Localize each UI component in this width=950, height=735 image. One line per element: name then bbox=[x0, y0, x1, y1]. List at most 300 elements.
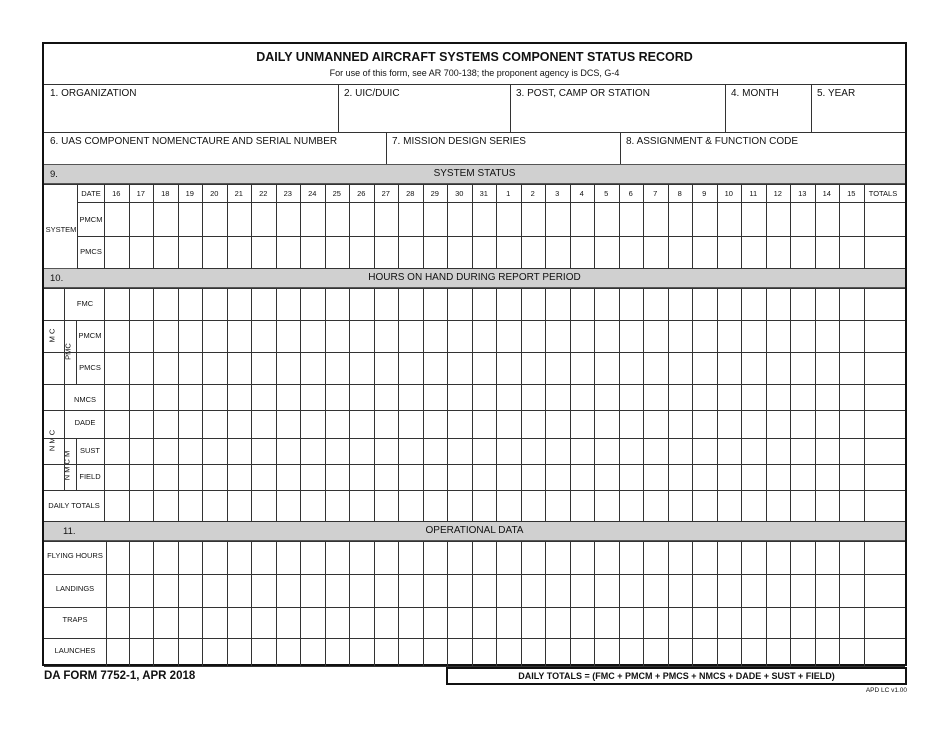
entry-cell[interactable] bbox=[153, 320, 178, 352]
entry-cell[interactable] bbox=[300, 410, 325, 438]
entry-cell[interactable] bbox=[349, 236, 374, 268]
entry-cell[interactable] bbox=[668, 438, 693, 464]
entry-cell[interactable] bbox=[545, 384, 570, 410]
entry-cell[interactable] bbox=[741, 574, 766, 607]
entry-cell[interactable] bbox=[545, 202, 570, 236]
entry-cell[interactable] bbox=[178, 202, 203, 236]
entry-cell[interactable] bbox=[570, 638, 595, 666]
entry-cell[interactable] bbox=[447, 541, 472, 574]
entry-cell[interactable] bbox=[325, 490, 350, 521]
entry-cell[interactable] bbox=[570, 464, 595, 490]
entry-cell[interactable] bbox=[766, 490, 791, 521]
totals-cell[interactable] bbox=[864, 320, 906, 352]
entry-cell[interactable] bbox=[717, 607, 742, 638]
entry-cell[interactable] bbox=[741, 410, 766, 438]
entry-cell[interactable] bbox=[398, 352, 423, 384]
entry-cell[interactable] bbox=[227, 541, 252, 574]
entry-cell[interactable] bbox=[472, 438, 497, 464]
entry-cell[interactable] bbox=[447, 320, 472, 352]
entry-cell[interactable] bbox=[104, 410, 129, 438]
entry-cell[interactable] bbox=[839, 410, 864, 438]
entry-cell[interactable] bbox=[692, 410, 717, 438]
entry-cell[interactable] bbox=[202, 320, 227, 352]
entry-cell[interactable] bbox=[643, 464, 668, 490]
entry-cell[interactable] bbox=[815, 384, 840, 410]
entry-cell[interactable] bbox=[104, 202, 129, 236]
entry-cell[interactable] bbox=[129, 438, 154, 464]
entry-cell[interactable] bbox=[790, 464, 815, 490]
entry-cell[interactable] bbox=[815, 490, 840, 521]
entry-cell[interactable] bbox=[668, 384, 693, 410]
entry-cell[interactable] bbox=[643, 541, 668, 574]
entry-cell[interactable] bbox=[839, 236, 864, 268]
entry-cell[interactable] bbox=[129, 288, 154, 320]
entry-cell[interactable] bbox=[202, 438, 227, 464]
entry-cell[interactable] bbox=[251, 288, 276, 320]
entry-cell[interactable] bbox=[570, 607, 595, 638]
entry-cell[interactable] bbox=[423, 236, 448, 268]
entry-cell[interactable] bbox=[496, 384, 521, 410]
entry-cell[interactable] bbox=[423, 490, 448, 521]
totals-cell[interactable] bbox=[864, 410, 906, 438]
entry-cell[interactable] bbox=[496, 464, 521, 490]
entry-cell[interactable] bbox=[325, 638, 350, 666]
entry-cell[interactable] bbox=[398, 464, 423, 490]
entry-cell[interactable] bbox=[496, 541, 521, 574]
entry-cell[interactable] bbox=[423, 320, 448, 352]
entry-cell[interactable] bbox=[594, 288, 619, 320]
entry-cell[interactable] bbox=[423, 638, 448, 666]
entry-cell[interactable] bbox=[839, 352, 864, 384]
entry-cell[interactable] bbox=[545, 574, 570, 607]
entry-cell[interactable] bbox=[643, 384, 668, 410]
entry-cell[interactable] bbox=[374, 352, 399, 384]
entry-cell[interactable] bbox=[619, 638, 644, 666]
entry-cell[interactable] bbox=[692, 574, 717, 607]
entry-cell[interactable] bbox=[129, 541, 154, 574]
entry-cell[interactable] bbox=[741, 438, 766, 464]
entry-cell[interactable] bbox=[521, 202, 546, 236]
entry-cell[interactable] bbox=[374, 574, 399, 607]
entry-cell[interactable] bbox=[815, 607, 840, 638]
entry-cell[interactable] bbox=[790, 288, 815, 320]
entry-cell[interactable] bbox=[839, 638, 864, 666]
entry-cell[interactable] bbox=[741, 236, 766, 268]
entry-cell[interactable] bbox=[545, 541, 570, 574]
entry-cell[interactable] bbox=[496, 638, 521, 666]
entry-cell[interactable] bbox=[839, 320, 864, 352]
entry-cell[interactable] bbox=[447, 236, 472, 268]
entry-cell[interactable] bbox=[325, 410, 350, 438]
entry-cell[interactable] bbox=[496, 410, 521, 438]
entry-cell[interactable] bbox=[619, 574, 644, 607]
entry-cell[interactable] bbox=[790, 638, 815, 666]
entry-cell[interactable] bbox=[472, 236, 497, 268]
entry-cell[interactable] bbox=[325, 541, 350, 574]
entry-cell[interactable] bbox=[374, 410, 399, 438]
entry-cell[interactable] bbox=[153, 236, 178, 268]
entry-cell[interactable] bbox=[129, 574, 154, 607]
entry-cell[interactable] bbox=[251, 384, 276, 410]
entry-cell[interactable] bbox=[153, 202, 178, 236]
entry-cell[interactable] bbox=[423, 464, 448, 490]
entry-cell[interactable] bbox=[839, 202, 864, 236]
entry-cell[interactable] bbox=[153, 438, 178, 464]
entry-cell[interactable] bbox=[178, 320, 203, 352]
entry-cell[interactable] bbox=[643, 438, 668, 464]
entry-cell[interactable] bbox=[692, 438, 717, 464]
mds-field[interactable] bbox=[386, 132, 620, 164]
entry-cell[interactable] bbox=[251, 607, 276, 638]
entry-cell[interactable] bbox=[374, 236, 399, 268]
entry-cell[interactable] bbox=[202, 607, 227, 638]
entry-cell[interactable] bbox=[545, 607, 570, 638]
entry-cell[interactable] bbox=[472, 352, 497, 384]
entry-cell[interactable] bbox=[349, 574, 374, 607]
entry-cell[interactable] bbox=[717, 438, 742, 464]
entry-cell[interactable] bbox=[521, 438, 546, 464]
entry-cell[interactable] bbox=[227, 607, 252, 638]
entry-cell[interactable] bbox=[790, 236, 815, 268]
entry-cell[interactable] bbox=[447, 464, 472, 490]
entry-cell[interactable] bbox=[251, 541, 276, 574]
entry-cell[interactable] bbox=[202, 638, 227, 666]
entry-cell[interactable] bbox=[325, 202, 350, 236]
entry-cell[interactable] bbox=[643, 236, 668, 268]
entry-cell[interactable] bbox=[741, 288, 766, 320]
entry-cell[interactable] bbox=[790, 410, 815, 438]
entry-cell[interactable] bbox=[668, 607, 693, 638]
entry-cell[interactable] bbox=[521, 410, 546, 438]
entry-cell[interactable] bbox=[178, 288, 203, 320]
entry-cell[interactable] bbox=[594, 541, 619, 574]
entry-cell[interactable] bbox=[104, 574, 129, 607]
entry-cell[interactable] bbox=[619, 410, 644, 438]
entry-cell[interactable] bbox=[692, 288, 717, 320]
entry-cell[interactable] bbox=[570, 202, 595, 236]
entry-cell[interactable] bbox=[594, 352, 619, 384]
entry-cell[interactable] bbox=[374, 202, 399, 236]
entry-cell[interactable] bbox=[398, 320, 423, 352]
entry-cell[interactable] bbox=[815, 320, 840, 352]
entry-cell[interactable] bbox=[692, 607, 717, 638]
entry-cell[interactable] bbox=[447, 638, 472, 666]
entry-cell[interactable] bbox=[496, 438, 521, 464]
entry-cell[interactable] bbox=[276, 490, 301, 521]
entry-cell[interactable] bbox=[815, 410, 840, 438]
entry-cell[interactable] bbox=[374, 638, 399, 666]
entry-cell[interactable] bbox=[668, 236, 693, 268]
entry-cell[interactable] bbox=[619, 438, 644, 464]
entry-cell[interactable] bbox=[766, 541, 791, 574]
entry-cell[interactable] bbox=[521, 236, 546, 268]
entry-cell[interactable] bbox=[153, 464, 178, 490]
entry-cell[interactable] bbox=[227, 320, 252, 352]
entry-cell[interactable] bbox=[153, 410, 178, 438]
entry-cell[interactable] bbox=[178, 352, 203, 384]
entry-cell[interactable] bbox=[349, 288, 374, 320]
entry-cell[interactable] bbox=[839, 384, 864, 410]
entry-cell[interactable] bbox=[251, 638, 276, 666]
entry-cell[interactable] bbox=[741, 541, 766, 574]
entry-cell[interactable] bbox=[741, 202, 766, 236]
entry-cell[interactable] bbox=[349, 438, 374, 464]
entry-cell[interactable] bbox=[251, 490, 276, 521]
entry-cell[interactable] bbox=[423, 574, 448, 607]
entry-cell[interactable] bbox=[766, 464, 791, 490]
entry-cell[interactable] bbox=[839, 541, 864, 574]
entry-cell[interactable] bbox=[521, 541, 546, 574]
totals-cell[interactable] bbox=[864, 236, 906, 268]
entry-cell[interactable] bbox=[423, 288, 448, 320]
entry-cell[interactable] bbox=[692, 320, 717, 352]
totals-cell[interactable] bbox=[864, 541, 906, 574]
entry-cell[interactable] bbox=[619, 202, 644, 236]
entry-cell[interactable] bbox=[839, 438, 864, 464]
entry-cell[interactable] bbox=[790, 438, 815, 464]
entry-cell[interactable] bbox=[153, 352, 178, 384]
entry-cell[interactable] bbox=[251, 202, 276, 236]
entry-cell[interactable] bbox=[717, 236, 742, 268]
entry-cell[interactable] bbox=[815, 352, 840, 384]
entry-cell[interactable] bbox=[496, 236, 521, 268]
entry-cell[interactable] bbox=[472, 574, 497, 607]
entry-cell[interactable] bbox=[692, 490, 717, 521]
entry-cell[interactable] bbox=[227, 202, 252, 236]
entry-cell[interactable] bbox=[472, 607, 497, 638]
entry-cell[interactable] bbox=[227, 574, 252, 607]
entry-cell[interactable] bbox=[276, 574, 301, 607]
entry-cell[interactable] bbox=[496, 320, 521, 352]
entry-cell[interactable] bbox=[153, 574, 178, 607]
entry-cell[interactable] bbox=[227, 490, 252, 521]
entry-cell[interactable] bbox=[643, 607, 668, 638]
entry-cell[interactable] bbox=[300, 490, 325, 521]
entry-cell[interactable] bbox=[521, 320, 546, 352]
entry-cell[interactable] bbox=[398, 607, 423, 638]
entry-cell[interactable] bbox=[178, 236, 203, 268]
totals-cell[interactable] bbox=[864, 384, 906, 410]
entry-cell[interactable] bbox=[619, 320, 644, 352]
entry-cell[interactable] bbox=[178, 384, 203, 410]
entry-cell[interactable] bbox=[545, 288, 570, 320]
entry-cell[interactable] bbox=[202, 202, 227, 236]
entry-cell[interactable] bbox=[496, 574, 521, 607]
entry-cell[interactable] bbox=[594, 236, 619, 268]
entry-cell[interactable] bbox=[423, 384, 448, 410]
entry-cell[interactable] bbox=[374, 464, 399, 490]
entry-cell[interactable] bbox=[104, 352, 129, 384]
entry-cell[interactable] bbox=[619, 236, 644, 268]
entry-cell[interactable] bbox=[300, 574, 325, 607]
entry-cell[interactable] bbox=[300, 236, 325, 268]
entry-cell[interactable] bbox=[104, 464, 129, 490]
entry-cell[interactable] bbox=[472, 384, 497, 410]
entry-cell[interactable] bbox=[178, 464, 203, 490]
entry-cell[interactable] bbox=[398, 410, 423, 438]
entry-cell[interactable] bbox=[643, 352, 668, 384]
entry-cell[interactable] bbox=[790, 202, 815, 236]
entry-cell[interactable] bbox=[447, 352, 472, 384]
entry-cell[interactable] bbox=[300, 464, 325, 490]
entry-cell[interactable] bbox=[570, 438, 595, 464]
entry-cell[interactable] bbox=[472, 288, 497, 320]
entry-cell[interactable] bbox=[668, 288, 693, 320]
entry-cell[interactable] bbox=[325, 320, 350, 352]
entry-cell[interactable] bbox=[325, 384, 350, 410]
entry-cell[interactable] bbox=[349, 638, 374, 666]
entry-cell[interactable] bbox=[766, 352, 791, 384]
entry-cell[interactable] bbox=[104, 288, 129, 320]
entry-cell[interactable] bbox=[692, 464, 717, 490]
entry-cell[interactable] bbox=[374, 490, 399, 521]
entry-cell[interactable] bbox=[251, 464, 276, 490]
entry-cell[interactable] bbox=[349, 384, 374, 410]
entry-cell[interactable] bbox=[619, 541, 644, 574]
entry-cell[interactable] bbox=[472, 410, 497, 438]
totals-cell[interactable] bbox=[864, 490, 906, 521]
entry-cell[interactable] bbox=[251, 438, 276, 464]
entry-cell[interactable] bbox=[594, 438, 619, 464]
entry-cell[interactable] bbox=[545, 410, 570, 438]
entry-cell[interactable] bbox=[521, 574, 546, 607]
entry-cell[interactable] bbox=[839, 288, 864, 320]
entry-cell[interactable] bbox=[251, 410, 276, 438]
entry-cell[interactable] bbox=[643, 638, 668, 666]
entry-cell[interactable] bbox=[276, 202, 301, 236]
entry-cell[interactable] bbox=[496, 202, 521, 236]
entry-cell[interactable] bbox=[717, 384, 742, 410]
entry-cell[interactable] bbox=[717, 638, 742, 666]
entry-cell[interactable] bbox=[521, 607, 546, 638]
entry-cell[interactable] bbox=[692, 541, 717, 574]
entry-cell[interactable] bbox=[374, 320, 399, 352]
entry-cell[interactable] bbox=[447, 288, 472, 320]
entry-cell[interactable] bbox=[570, 352, 595, 384]
entry-cell[interactable] bbox=[594, 384, 619, 410]
entry-cell[interactable] bbox=[619, 464, 644, 490]
entry-cell[interactable] bbox=[325, 352, 350, 384]
totals-cell[interactable] bbox=[864, 638, 906, 666]
entry-cell[interactable] bbox=[496, 490, 521, 521]
entry-cell[interactable] bbox=[398, 384, 423, 410]
entry-cell[interactable] bbox=[276, 288, 301, 320]
entry-cell[interactable] bbox=[153, 288, 178, 320]
entry-cell[interactable] bbox=[668, 541, 693, 574]
entry-cell[interactable] bbox=[643, 490, 668, 521]
entry-cell[interactable] bbox=[349, 607, 374, 638]
entry-cell[interactable] bbox=[398, 490, 423, 521]
entry-cell[interactable] bbox=[643, 574, 668, 607]
entry-cell[interactable] bbox=[496, 607, 521, 638]
entry-cell[interactable] bbox=[349, 320, 374, 352]
entry-cell[interactable] bbox=[251, 320, 276, 352]
entry-cell[interactable] bbox=[766, 574, 791, 607]
entry-cell[interactable] bbox=[251, 574, 276, 607]
entry-cell[interactable] bbox=[643, 202, 668, 236]
entry-cell[interactable] bbox=[300, 202, 325, 236]
nomenclature-field[interactable] bbox=[44, 132, 386, 164]
entry-cell[interactable] bbox=[129, 236, 154, 268]
entry-cell[interactable] bbox=[741, 607, 766, 638]
entry-cell[interactable] bbox=[374, 288, 399, 320]
entry-cell[interactable] bbox=[153, 541, 178, 574]
entry-cell[interactable] bbox=[227, 638, 252, 666]
entry-cell[interactable] bbox=[276, 320, 301, 352]
entry-cell[interactable] bbox=[276, 541, 301, 574]
entry-cell[interactable] bbox=[325, 288, 350, 320]
entry-cell[interactable] bbox=[374, 541, 399, 574]
entry-cell[interactable] bbox=[692, 384, 717, 410]
entry-cell[interactable] bbox=[692, 236, 717, 268]
entry-cell[interactable] bbox=[398, 541, 423, 574]
entry-cell[interactable] bbox=[545, 236, 570, 268]
entry-cell[interactable] bbox=[202, 352, 227, 384]
entry-cell[interactable] bbox=[178, 607, 203, 638]
entry-cell[interactable] bbox=[227, 438, 252, 464]
entry-cell[interactable] bbox=[741, 638, 766, 666]
entry-cell[interactable] bbox=[423, 541, 448, 574]
entry-cell[interactable] bbox=[717, 464, 742, 490]
entry-cell[interactable] bbox=[104, 320, 129, 352]
entry-cell[interactable] bbox=[423, 607, 448, 638]
entry-cell[interactable] bbox=[472, 464, 497, 490]
entry-cell[interactable] bbox=[766, 607, 791, 638]
entry-cell[interactable] bbox=[104, 490, 129, 521]
entry-cell[interactable] bbox=[570, 410, 595, 438]
entry-cell[interactable] bbox=[251, 236, 276, 268]
entry-cell[interactable] bbox=[570, 541, 595, 574]
entry-cell[interactable] bbox=[300, 352, 325, 384]
entry-cell[interactable] bbox=[545, 638, 570, 666]
entry-cell[interactable] bbox=[668, 202, 693, 236]
entry-cell[interactable] bbox=[374, 607, 399, 638]
entry-cell[interactable] bbox=[790, 490, 815, 521]
entry-cell[interactable] bbox=[202, 464, 227, 490]
entry-cell[interactable] bbox=[349, 464, 374, 490]
entry-cell[interactable] bbox=[325, 464, 350, 490]
entry-cell[interactable] bbox=[692, 352, 717, 384]
entry-cell[interactable] bbox=[325, 236, 350, 268]
entry-cell[interactable] bbox=[839, 464, 864, 490]
entry-cell[interactable] bbox=[300, 384, 325, 410]
entry-cell[interactable] bbox=[276, 638, 301, 666]
entry-cell[interactable] bbox=[398, 236, 423, 268]
entry-cell[interactable] bbox=[398, 202, 423, 236]
entry-cell[interactable] bbox=[300, 541, 325, 574]
entry-cell[interactable] bbox=[668, 574, 693, 607]
entry-cell[interactable] bbox=[692, 202, 717, 236]
entry-cell[interactable] bbox=[472, 490, 497, 521]
entry-cell[interactable] bbox=[766, 384, 791, 410]
entry-cell[interactable] bbox=[447, 384, 472, 410]
entry-cell[interactable] bbox=[741, 384, 766, 410]
entry-cell[interactable] bbox=[668, 352, 693, 384]
entry-cell[interactable] bbox=[741, 320, 766, 352]
entry-cell[interactable] bbox=[129, 410, 154, 438]
entry-cell[interactable] bbox=[276, 384, 301, 410]
entry-cell[interactable] bbox=[423, 410, 448, 438]
entry-cell[interactable] bbox=[668, 490, 693, 521]
entry-cell[interactable] bbox=[129, 464, 154, 490]
entry-cell[interactable] bbox=[668, 410, 693, 438]
entry-cell[interactable] bbox=[374, 438, 399, 464]
entry-cell[interactable] bbox=[570, 320, 595, 352]
entry-cell[interactable] bbox=[521, 464, 546, 490]
entry-cell[interactable] bbox=[570, 490, 595, 521]
entry-cell[interactable] bbox=[521, 490, 546, 521]
entry-cell[interactable] bbox=[619, 490, 644, 521]
